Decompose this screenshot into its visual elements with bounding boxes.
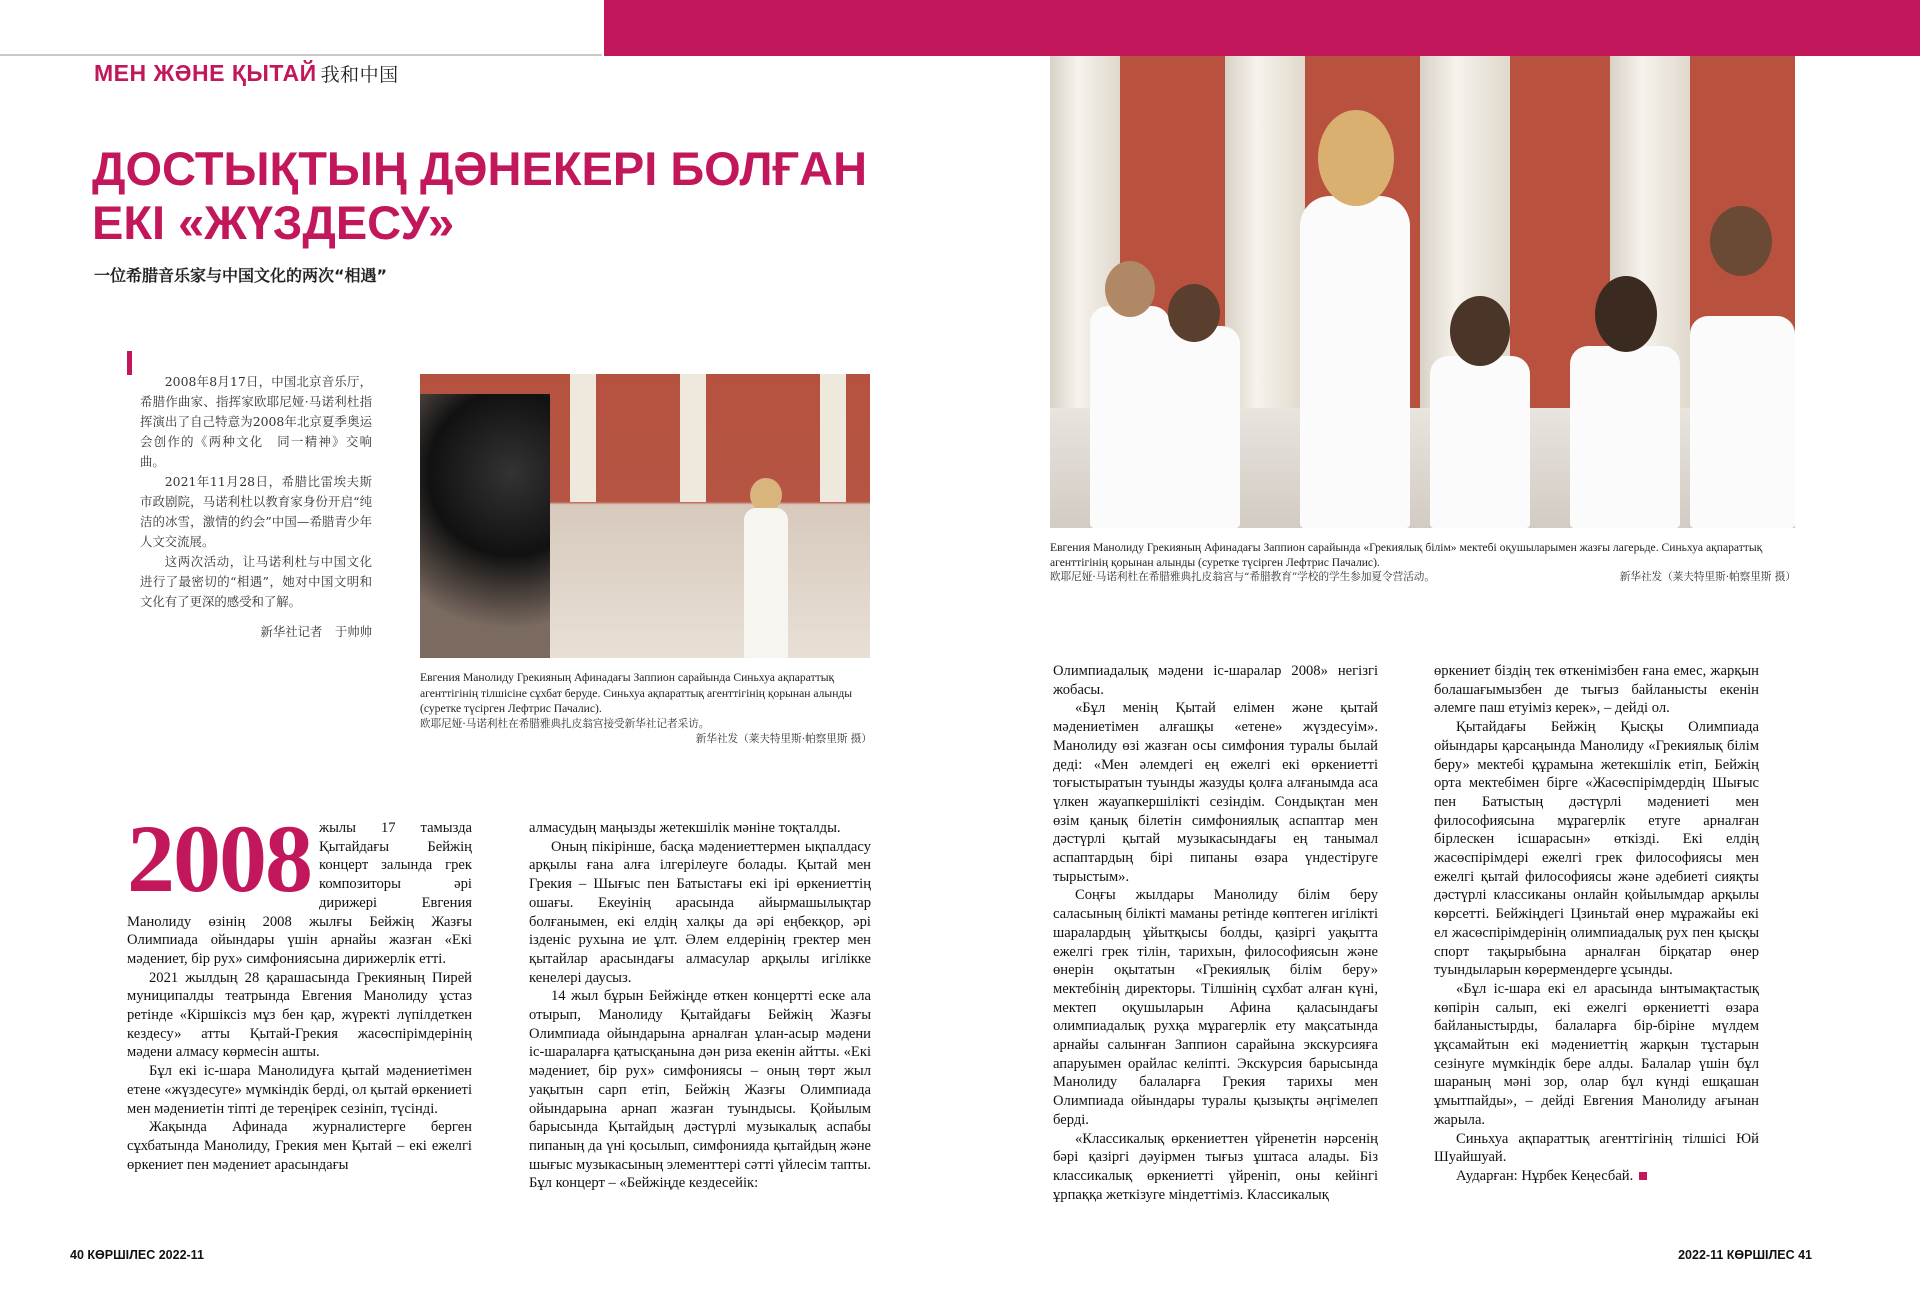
- top-rule-left: [0, 54, 602, 56]
- child-head: [1168, 284, 1220, 342]
- paragraph: 2021 жылдың 28 қарашасында Грекияның Пирей муниципалды театрында Евгения Манолиду ұстаз ретінде «Кіршіксіз мұз бен қар, жүректі лүпілдеткен кездесу» атты Қытай-Грекия жасөспірімдерінің мәдени алмасу көрмесін ашты.: [127, 969, 472, 1061]
- figure-dress: [744, 508, 788, 658]
- caption-kz: Евгения Манолиду Грекияның Афинадағы Заппион сарайында Синьхуа ақпараттық агенттігінің тілшісіне сұхбат беруде. Синьхуа ақпараттық агенттігінің қорынан алынды (суретке түсірген Лефтрис Пачалис).: [420, 671, 853, 715]
- lead-credit: 新华社记者 于帅帅: [260, 624, 372, 639]
- paragraph: Синьхуа ақпараттық агенттігінің тілшісі Юй Шуайшуай.: [1434, 1130, 1759, 1166]
- photo-children: [1050, 56, 1795, 528]
- article-subtitle-cn: 一位希腊音乐家与中国文化的两次“相遇”: [94, 266, 388, 285]
- section-label-kz: МЕН ЖӘНЕ ҚЫТАЙ: [94, 60, 317, 86]
- translator-line: [1434, 1167, 1759, 1186]
- article-column-2: [529, 819, 871, 1193]
- child-figure: [1690, 316, 1795, 528]
- figure-head: [750, 478, 782, 512]
- woman-figure: [1300, 196, 1410, 528]
- section-label: [94, 60, 399, 87]
- dropcap-year: 2008: [127, 805, 311, 912]
- child-figure: [1430, 356, 1530, 528]
- photo-column: [680, 374, 706, 502]
- paragraph: Жақында Афинада журналистерге берген сұхбатында Манолиду, Грекия мен Қытай – екі ежелгі өркениет пен мәдениет арасындағы: [127, 1119, 472, 1173]
- lead-cn: [140, 372, 372, 642]
- paragraph: «Бұл менің Қытай елімен және қытай мәдениетімен алғашқы «етене» жүздесуім». Манолиду өзі жазған осы симфония туралы былай деді: «Мен әлемдегі ең ежелгі екі өркениетті тоғыстыратын туынды жазуды қолға алғанымда аса үлкен жауапкершілікті сезіндім. Сондықтан мен өзім қанық білетін симфониялық аспаптар мен дәстүрлі қытай музыкасындағы ең танымал аспаптардың бірі пипаны өзара үндестіруге тырыстым».: [1053, 700, 1378, 885]
- article-title: ДОСТЫҚТЫҢ ДӘНЕКЕРІ БОЛҒАН ЕКІ «ЖҮЗДЕСУ»: [92, 142, 868, 249]
- caption-credit-cn: 新华社发（莱夫特里斯·帕察里斯 摄）: [695, 733, 872, 745]
- paragraph: жылы 17 тамызда Қытайдағы Бейжің концерт залында грек композиторы әрі дирижері Евгения Манолиду өзінің 2008 жылғы Бейжің Жазғы Олимпиада ойындары үшін арнайы жазған «Екі мәдениет, бір рух» симфониясына дирижерлік етті.: [127, 820, 472, 967]
- photo-interview-caption: [420, 670, 872, 748]
- article-column-4: [1434, 662, 1759, 1186]
- caption-cn: 欧耶尼娅·马诺利杜在希腊雅典扎皮翁宫与“希腊教育”学校的学生参加夏令营活动。: [1050, 571, 1435, 583]
- lead-paragraph: 2008年8月17日，中国北京音乐厅，希腊作曲家、指挥家欧耶尼娅·马诺利杜指挥演出了自己特意为2008年北京夏季奥运会创作的《两种文化 同一精神》交响曲。: [140, 374, 372, 469]
- child-figure: [1150, 326, 1240, 528]
- paragraph: Соңғы жылдары Манолиду білім беру саласының білікті маманы ретінде көптеген игілікті шаралардың ұйытқысы болды, қазіргі уақытта ежелгі грек тілін, тарихын, философиясын және өнерін оқытатын «Грекиялық білім беру» мектебінің директоры. Тілшінің сұхбат алған күні, мектеп оқушыларын Афина қаласындағы олимпиадалық рухқа мұрагерлік ету мақсатында арнайы салынған Заппион сарайына экскурсияға апаруымен орайлас келіпті. Экскурсия барысында Манолиду балаларға Грекия тарихы мен Олимпиада ойындары туралы қызықты әңгімелеп берді.: [1053, 887, 1378, 1128]
- page-footer-right: 2022-11 КӨРШІЛЕС 41: [1678, 1248, 1812, 1262]
- end-mark: [1639, 1172, 1647, 1180]
- photo-children-caption: [1050, 540, 1796, 585]
- photo-column: [570, 374, 596, 502]
- woman-figure: [736, 478, 796, 658]
- caption-cn: 欧耶尼娅·马诺利杜在希腊雅典扎皮翁宫接受新华社记者采访。: [420, 717, 710, 730]
- lead-paragraph: 2021年11月28日，希腊比雷埃夫斯市政剧院，马诺利杜以教育家身份开启“纯洁的冰雪，激情的约会”中国—希腊青少年人文交流展。: [140, 474, 372, 549]
- child-figure: [1570, 346, 1680, 528]
- paragraph: 14 жыл бұрын Бейжіңде өткен концертті еске ала отырып, Манолиду Қытайдағы Бейжің Жазғы Олимпиада ойындарына арналған ұлан-асыр мәдени іс-шараларға қатысқанына дән риза екенін айтты. «Екі мәдениет, бір рух» симфониясы – оның төрт жыл уақытын сарп етіп, Бейжің Жазғы Олимпиада ойындарына арнап жазған туындысы. Қойылым барысында Қытайдың дәстүрлі музыкалық аспабы пипаның да үні қосылып, симфонияда қытайдың және шығыс музыкасының элементтері сәтті үйлесім тапты. Бұл концерт – «Бейжіңде кездесейік:: [529, 988, 871, 1192]
- section-label-cn: 我和中国: [320, 65, 399, 86]
- caption-credit-cn: 新华社发（莱夫特里斯·帕察里斯 摄）: [1619, 571, 1796, 583]
- paragraph: алмасудың маңызды жетекшілік мәніне тоқталды.: [529, 820, 841, 836]
- caption-cn-row: [1050, 570, 1796, 585]
- paragraph: Бұл екі іс-шара Манолидуға қытай мәдениетімен етене «жүздесуге» мүмкіндік берді, ол қытай өркениеті мен мәдениетін тіпті де тереңірек сезініп, түсінді.: [127, 1063, 472, 1117]
- top-bar-right: [604, 0, 1920, 56]
- paragraph: «Классикалық өркениеттен үйренетін нәрсенің бәрі қазіргі дәуірмен тығыз ұштаса алады. Біз классикалық өркениетті үйреніп, оны кейінгі ұрпаққа жеткізуге міндеттіміз. Классикалық: [1053, 1130, 1378, 1203]
- camera-silhouette: [420, 394, 550, 658]
- article-column-1: [127, 805, 472, 1174]
- woman-head: [1318, 110, 1394, 206]
- paragraph: «Бұл іс-шара екі ел арасында ынтымақтастық көпірін салып, екі ежелгі өркениетті өзара байланыстырды, балаларға бір-біріне мүлдем ұқсамайтын екі мәдениеттің жарқын тұстарын сезінуге мүмкіндік бере алды. Балалар үшін бұл шараның мәні зор, олар бұл күнді ешқашан ұмытпайды», – дейді Евгения Манолиду ағынан жарыла.: [1434, 980, 1759, 1128]
- photo-interview: [420, 374, 870, 658]
- paragraph: өркениет біздің тек өткенімізбен ғана емес, жарқын болашағымызбен де тығыз байланысты екенін әлемге паш етуіміз керек», – дейді ол.: [1434, 663, 1759, 717]
- caption-kz: Евгения Манолиду Грекияның Афинадағы Заппион сарайында «Грекиялық білім» мектебі оқушыларымен жазғы лагерьде. Синьхуа ақпараттық агенттігінің қорынан алынды (суретке түсірген Лефтрис Пачалис).: [1050, 541, 1763, 569]
- paragraph: Қытайдағы Бейжің Қысқы Олимпиада ойындары қарсаңында Манолиду «Грекиялық білім беру» мектебі құрамына жетекшілік етіп, Бейжің орта мектебімен бірге «Жасөспірімдердің Шығыс пен Батыстың дәстүрлі мәдениеті мен философиясына мұрагерлік етуге арналған бірлескен ісшарасын» өткізді. Екі елдің жасөспірімдері ежелгі грек философиясы мен ежелгі қытай философиясы және әдебиеті сияқты дәстүрлі классиканы онлайн қойылымдар арқылы көрсетті. Бейжіңдегі Цзиньтай өнер мұражайы екі ел жасөспірімдерінің олимпиадалық рух пен қысқы спорт тақырыбына арналған бірқатар өнер туындыларын көрермендерге ұсынды.: [1434, 719, 1759, 979]
- paragraph: Олимпиадалық мәдени іс-шаралар 2008» негізгі жобасы.: [1053, 663, 1378, 698]
- paragraph: Оның пікірінше, басқа мәдениеттермен ықпалдасу арқылы ғана алға ілгерілеуге болады. Қытай мен Грекия – Шығыс пен Батыстағы екі ірі өркениеттің ошағы. Екеуінің арасында айырмашылықтар болғанымен, екі елдің халқы да әрі еңбекқор, әрі ізденіс рухына ие ұлт. Әлем елдерінің гректер мен қытайлар арасындағы алмасулар арқылы игілікке кенелері даусыз.: [529, 838, 871, 986]
- child-head: [1450, 296, 1510, 366]
- lead-accent-bar: [127, 351, 132, 375]
- lead-paragraph: 这两次活动，让马诺利杜与中国文化进行了最密切的“相遇”，她对中国文明和文化有了更深的感受和了解。: [140, 554, 372, 609]
- child-head: [1595, 276, 1657, 352]
- article-column-3: [1053, 662, 1378, 1204]
- translator-credit: Аударған: Нұрбек Кеңесбай.: [1456, 1167, 1634, 1184]
- page-footer-left: 40 КӨРШІЛЕС 2022-11: [70, 1248, 204, 1262]
- child-head: [1105, 261, 1155, 317]
- child-head: [1710, 206, 1772, 276]
- photo-column: [820, 374, 846, 502]
